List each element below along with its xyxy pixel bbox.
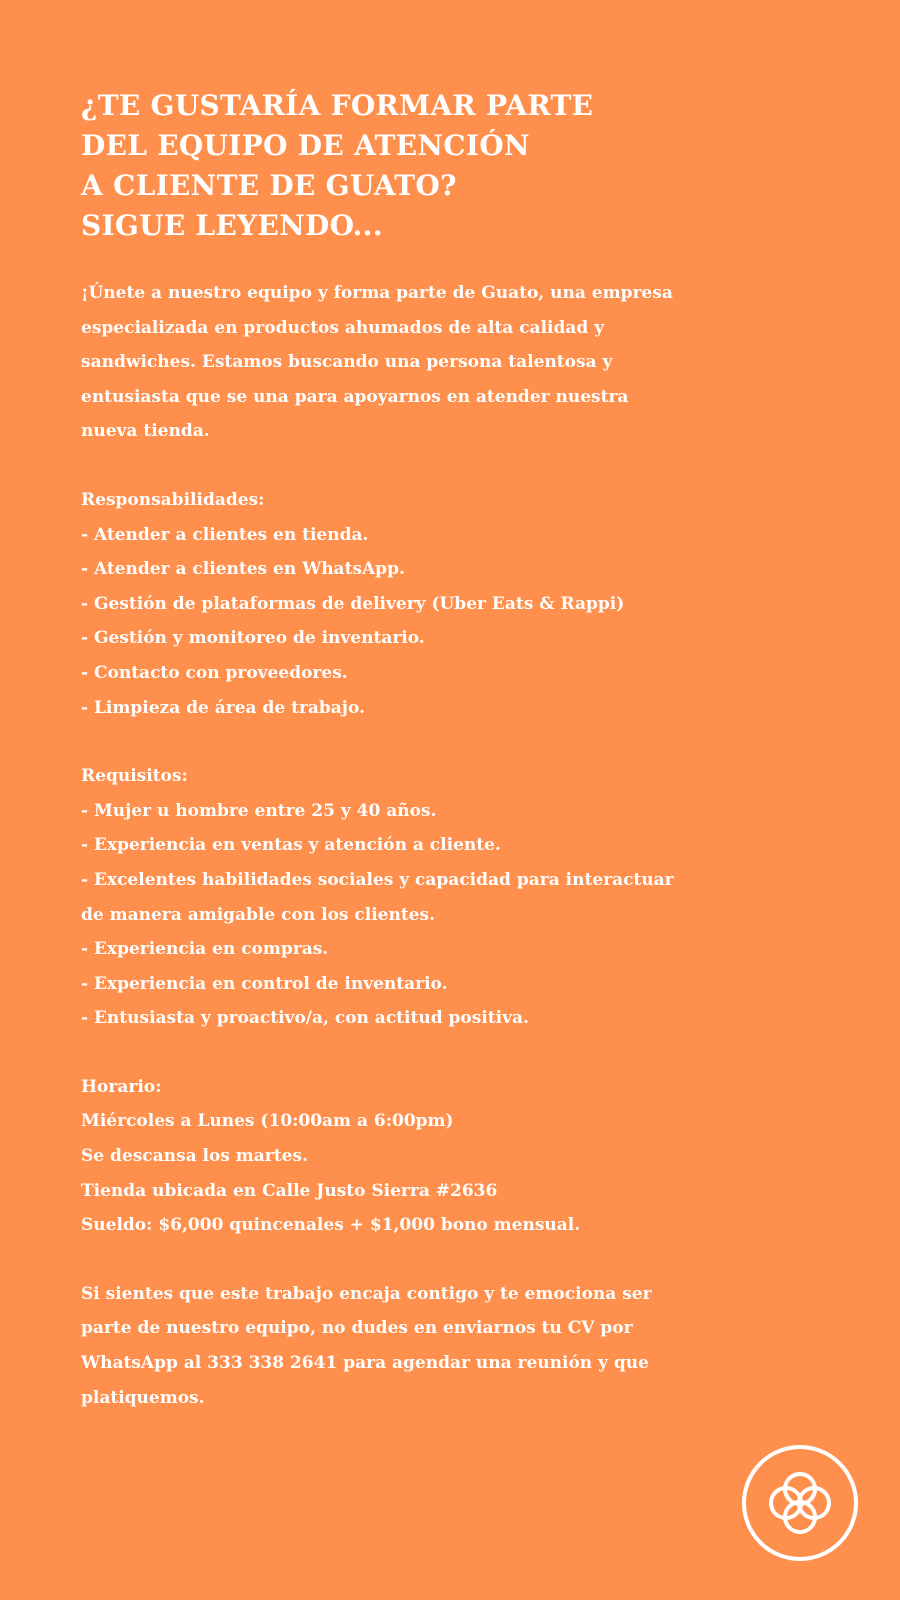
- intro-line: ¡Únete a nuestro equipo y forma parte de Guato, una empresa: [81, 283, 673, 303]
- schedule-item: Tienda ubicada en Calle Justo Sierra #2636: [81, 1180, 498, 1201]
- intro-line: especializada en productos ahumados de alta calidad y: [81, 317, 605, 338]
- schedule-item: Se descansa los martes.: [81, 1146, 308, 1167]
- requirement-item: de manera amigable con los clientes.: [81, 904, 435, 925]
- guato-logo-icon: [739, 1442, 861, 1564]
- requirement-item: - Experiencia en control de inventario.: [81, 973, 448, 994]
- closing-line: Si sientes que este trabajo encaja contigo y te emociona ser: [81, 1283, 652, 1304]
- responsibility-item: - Gestión de plataformas de delivery (Uber Eats & Rappi): [81, 593, 625, 614]
- responsibilities-section: [81, 483, 841, 725]
- closing-line: WhatsApp al 333 338 2641 para agendar una reunión y que: [81, 1353, 649, 1374]
- requirement-item: - Mujer u hombre entre 25 y 40 años.: [81, 800, 437, 821]
- job-headline: [81, 86, 841, 246]
- job-description: [81, 276, 841, 1415]
- headline-line: A CLIENTE DE GUATO?: [81, 169, 457, 202]
- intro-line: nueva tienda.: [81, 421, 210, 442]
- responsibilities-title: Responsabilidades:: [81, 489, 265, 510]
- responsibility-item: - Atender a clientes en tienda.: [81, 524, 369, 545]
- intro-paragraph: [81, 276, 841, 449]
- intro-line: sandwiches. Estamos buscando una persona talentosa y: [81, 352, 613, 373]
- intro-line: entusiasta que se una para apoyarnos en atender nuestra: [81, 386, 629, 407]
- schedule-section: [81, 1070, 841, 1243]
- headline-line: ¿TE GUSTARÍA FORMAR PARTE: [81, 89, 594, 122]
- closing-line: parte de nuestro equipo, no dudes en enviarnos tu CV por: [81, 1318, 633, 1339]
- requirement-item: - Entusiasta y proactivo/a, con actitud positiva.: [81, 1008, 529, 1029]
- responsibility-item: - Limpieza de área de trabajo.: [81, 697, 365, 718]
- closing-paragraph: [81, 1277, 841, 1415]
- headline-line: DEL EQUIPO DE ATENCIÓN: [81, 129, 530, 162]
- schedule-item: Miércoles a Lunes (10:00am a 6:00pm): [81, 1111, 454, 1132]
- closing-line: platiquemos.: [81, 1387, 205, 1408]
- schedule-item: Sueldo: $6,000 quincenales + $1,000 bono mensual.: [81, 1215, 581, 1236]
- job-posting: [81, 86, 841, 1449]
- responsibility-item: - Contacto con proveedores.: [81, 662, 348, 683]
- requirement-item: - Experiencia en ventas y atención a cliente.: [81, 835, 501, 856]
- requirements-section: [81, 759, 841, 1036]
- requirement-item: - Experiencia en compras.: [81, 939, 329, 960]
- responsibility-item: - Gestión y monitoreo de inventario.: [81, 628, 425, 649]
- requirement-item: - Excelentes habilidades sociales y capacidad para interactuar: [81, 869, 674, 890]
- requirements-title: Requisitos:: [81, 766, 188, 787]
- schedule-title: Horario:: [81, 1076, 162, 1097]
- responsibility-item: - Atender a clientes en WhatsApp.: [81, 559, 405, 580]
- four-petal-flower-icon: [739, 1442, 861, 1564]
- headline-line: SIGUE LEYENDO...: [81, 209, 383, 242]
